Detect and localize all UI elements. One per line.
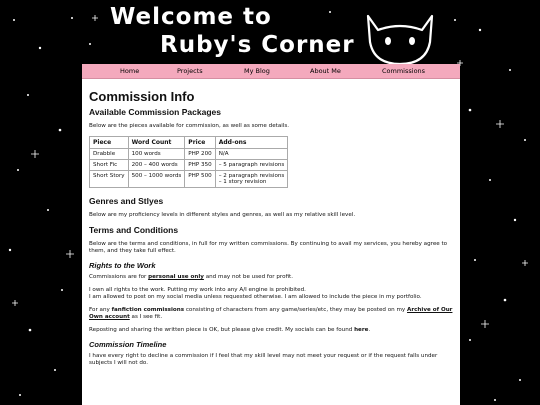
ao3-account-link[interactable]: Archive of Our Own account — [89, 307, 453, 320]
site-title-line1: Welcome to — [110, 4, 272, 30]
rights-paragraph-4: Reposting and sharing the written piece is OK, but please give credit. My socials can be found here. — [89, 327, 371, 333]
nav-home[interactable]: Home — [120, 67, 140, 75]
timeline-paragraph-1: I have every right to decline a commission if I feel that my skill level may not meet your request or if the request falls under subjects I will not do. — [89, 353, 438, 366]
table-row — [90, 171, 288, 188]
table-cell: N/A — [215, 149, 288, 160]
table-cell: PHP 500 — [185, 171, 215, 188]
site-title-line2: Ruby's Corner — [160, 32, 355, 58]
nav-commissions[interactable]: Commissions — [382, 67, 426, 75]
main-nav — [82, 64, 460, 79]
terms-heading: Terms and Conditions — [89, 225, 179, 235]
table-cell: Short Story — [90, 171, 129, 188]
packages-intro: Below are the pieces available for commission, as well as some details. — [89, 123, 290, 129]
rights-paragraph-3: For any fanfiction commissions consisting of characters from any game/series/etc, they may be posted on my Archive of Our Own account as I see fit. — [89, 307, 453, 320]
table-cell: – 5 paragraph revisions — [215, 160, 288, 171]
table-header-row — [90, 137, 288, 149]
cat-icon — [360, 8, 440, 68]
table-cell: PHP 350 — [185, 160, 215, 171]
table-cell: Short Fic — [90, 160, 129, 171]
table-header-cell: Price — [185, 137, 215, 149]
rights-paragraph-2: I own all rights to the work. Putting my work into any A/I engine is prohibited. I am allowed to post on my social media unless requested otherwise. I am allowed to include the piece in my portfolio. — [89, 287, 422, 300]
fanfiction-emphasis: fanfiction commissions — [111, 307, 185, 313]
packages-table — [89, 136, 288, 188]
nav-projects[interactable]: Projects — [177, 67, 203, 75]
content-panel — [82, 79, 460, 405]
table-cell: Drabble — [90, 149, 129, 160]
timeline-heading: Commission Timeline — [89, 340, 167, 349]
page-title: Commission Info — [89, 89, 195, 104]
packages-heading: Available Commission Packages — [89, 107, 221, 117]
table-header-cell: Add-ons — [215, 137, 288, 149]
table-header-cell: Word Count — [128, 137, 185, 149]
terms-text: Below are the terms and conditions, in full for my written commissions. By continuing to avail my services, you hereby agree to them, and they take full effect. — [89, 241, 448, 254]
socials-link[interactable]: here — [354, 327, 369, 333]
site-header — [0, 0, 540, 64]
rights-paragraph-1: Commissions are for personal use only and may not be used for profit. — [89, 274, 294, 280]
table-row — [90, 149, 288, 160]
table-cell: 100 words — [128, 149, 185, 160]
table-cell: – 2 paragraph revisions – 1 story revision — [215, 171, 288, 188]
table-row — [90, 160, 288, 171]
table-cell: PHP 200 — [185, 149, 215, 160]
nav-my-blog[interactable]: My Blog — [244, 67, 270, 75]
nav-about-me[interactable]: About Me — [310, 67, 341, 75]
rights-heading: Rights to the Work — [89, 261, 156, 270]
table-cell: 500 – 1000 words — [128, 171, 185, 188]
genres-heading: Genres and Stlyes — [89, 196, 164, 206]
table-header-cell: Piece — [90, 137, 129, 149]
personal-use-emphasis: personal use only — [148, 274, 204, 280]
genres-text: Below are my proficiency levels in different styles and genres, as well as my relative skill level. — [89, 212, 356, 218]
table-cell: 200 – 400 words — [128, 160, 185, 171]
